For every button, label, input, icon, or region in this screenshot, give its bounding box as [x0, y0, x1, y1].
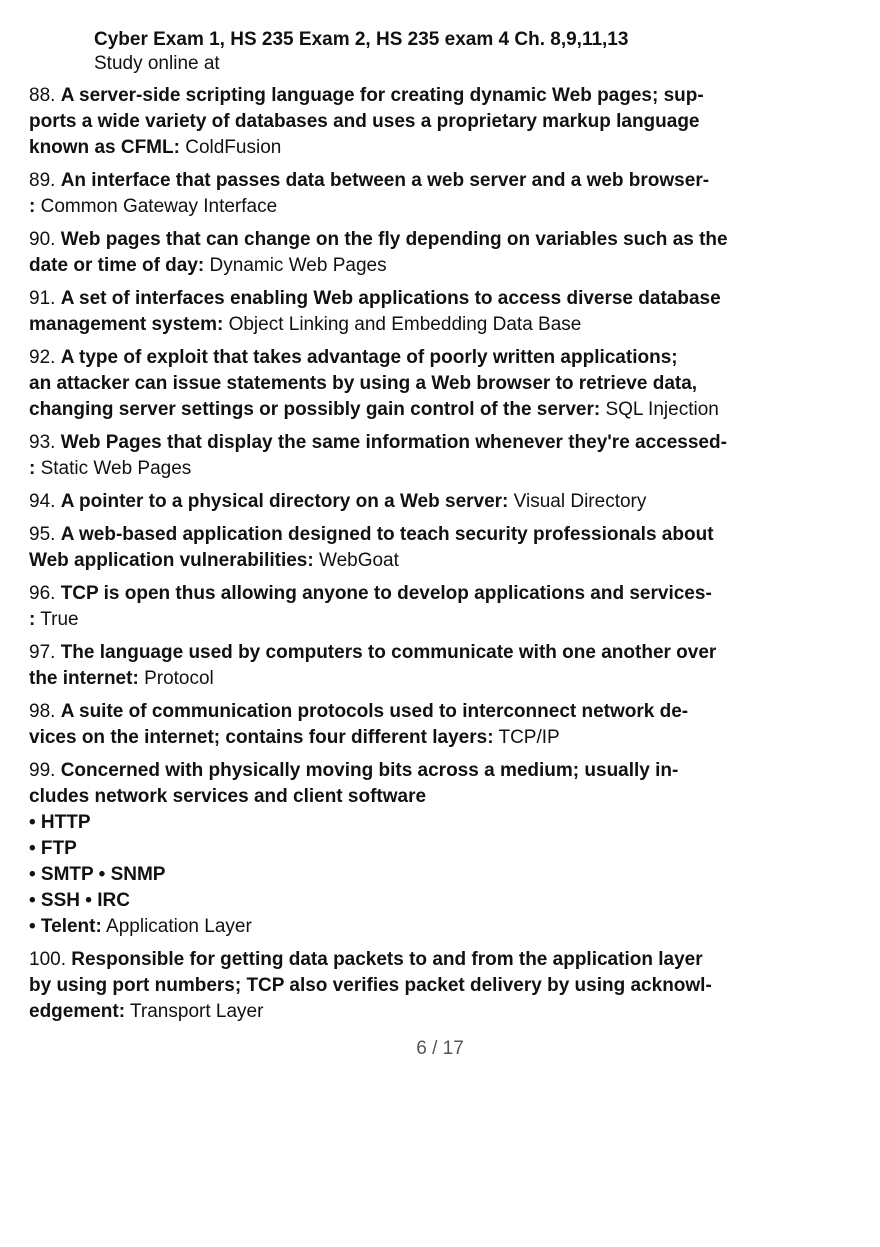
flashcard-entry	[29, 758, 741, 940]
entry-number: 94.	[29, 491, 61, 512]
entry-number: 88.	[29, 85, 61, 106]
entry-question-line: • HTTP	[29, 812, 91, 833]
entry-question-line: date or time of day:	[29, 255, 205, 276]
flashcard-entry	[29, 168, 741, 220]
entry-question-line: vices on the internet; contains four different layers:	[29, 727, 494, 748]
entry-number: 89.	[29, 170, 61, 191]
document-subtitle: Study online at	[94, 53, 220, 74]
flashcard-entry	[29, 699, 741, 751]
entry-question-line: changing server settings or possibly gain control of the server:	[29, 399, 601, 420]
entry-answer: Common Gateway Interface	[40, 196, 278, 217]
flashcard-entry	[29, 227, 741, 279]
entry-question-line: A pointer to a physical directory on a Web server:	[60, 491, 509, 512]
entry-question-line: • FTP	[29, 838, 77, 859]
entry-number: 93.	[29, 432, 61, 453]
entry-question-line: :	[29, 609, 36, 630]
entry-answer: WebGoat	[318, 550, 399, 571]
entry-question-line: :	[29, 196, 36, 217]
entry-question-line: Web pages that can change on the fly depending on variables such as the	[60, 229, 728, 250]
entry-question-line: management system:	[29, 314, 224, 335]
flashcard-entry	[29, 83, 741, 161]
entry-number: 96.	[29, 583, 61, 604]
flashcard-entry	[29, 947, 741, 1025]
entry-answer: TCP/IP	[498, 727, 560, 748]
entry-question-line: edgement:	[29, 1001, 126, 1022]
document-header	[94, 28, 628, 75]
flashcard-entry	[29, 345, 741, 423]
entry-question-line: an attacker can issue statements by using a Web browser to retrieve data,	[29, 373, 698, 394]
entry-question-line: An interface that passes data between a web server and a web browser-	[60, 170, 710, 191]
entry-question-line: ports a wide variety of databases and uses a proprietary markup language	[29, 111, 700, 132]
entry-question-line: • Telent:	[29, 916, 102, 937]
entry-number: 98.	[29, 701, 61, 722]
entry-answer: Transport Layer	[130, 1001, 264, 1022]
entry-question-line: • SMTP • SNMP	[29, 864, 166, 885]
entry-answer: ColdFusion	[185, 137, 282, 158]
flashcard-entry	[29, 286, 741, 338]
flashcard-entry	[29, 640, 741, 692]
entry-question-line: :	[29, 458, 36, 479]
flashcard-entry	[29, 489, 741, 515]
entry-question-line: A type of exploit that takes advantage of poorly written applications;	[60, 347, 678, 368]
entry-question-line: A suite of communication protocols used to interconnect network de-	[60, 701, 689, 722]
entry-question-line: TCP is open thus allowing anyone to develop applications and services-	[60, 583, 712, 604]
entry-question-line: A set of interfaces enabling Web applications to access diverse database	[60, 288, 721, 309]
entry-question-line: • SSH • IRC	[29, 890, 130, 911]
entry-question-line: Responsible for getting data packets to and from the application layer	[71, 949, 703, 970]
entry-answer: Object Linking and Embedding Data Base	[228, 314, 582, 335]
entry-answer: Visual Directory	[513, 491, 647, 512]
entry-answer: SQL Injection	[605, 399, 719, 420]
entry-question-line: by using port numbers; TCP also verifies packet delivery by using acknowl-	[29, 975, 712, 996]
entry-question-line: Concerned with physically moving bits across a medium; usually in-	[60, 760, 679, 781]
page-number: 6 / 17	[416, 1038, 464, 1059]
entry-number: 99.	[29, 760, 61, 781]
entry-answer: Application Layer	[106, 916, 252, 937]
entry-question-line: the internet:	[29, 668, 139, 689]
entry-question-line: Web application vulnerabilities:	[29, 550, 314, 571]
entry-number: 100.	[29, 949, 72, 970]
entry-question-line: known as CFML:	[29, 137, 180, 158]
flashcard-list	[29, 83, 741, 1032]
entry-question-line: Web Pages that display the same information whenever they're accessed-	[60, 432, 727, 453]
entry-answer: Static Web Pages	[40, 458, 192, 479]
entry-question-line: The language used by computers to communicate with one another over	[60, 642, 717, 663]
flashcard-entry	[29, 522, 741, 574]
entry-number: 91.	[29, 288, 61, 309]
entry-question-line: A web-based application designed to teach security professionals about	[60, 524, 714, 545]
entry-number: 90.	[29, 229, 61, 250]
entry-number: 97.	[29, 642, 61, 663]
document-title: Cyber Exam 1, HS 235 Exam 2, HS 235 exam 4 Ch. 8,9,11,13	[94, 29, 629, 50]
entry-number: 92.	[29, 347, 61, 368]
entry-number: 95.	[29, 524, 61, 545]
entry-question-line: cludes network services and client software	[29, 786, 427, 807]
entry-question-line: A server-side scripting language for creating dynamic Web pages; sup-	[60, 85, 704, 106]
entry-answer: Protocol	[144, 668, 214, 689]
entry-answer: True	[40, 609, 79, 630]
flashcard-entry	[29, 581, 741, 633]
flashcard-entry	[29, 430, 741, 482]
entry-answer: Dynamic Web Pages	[209, 255, 387, 276]
